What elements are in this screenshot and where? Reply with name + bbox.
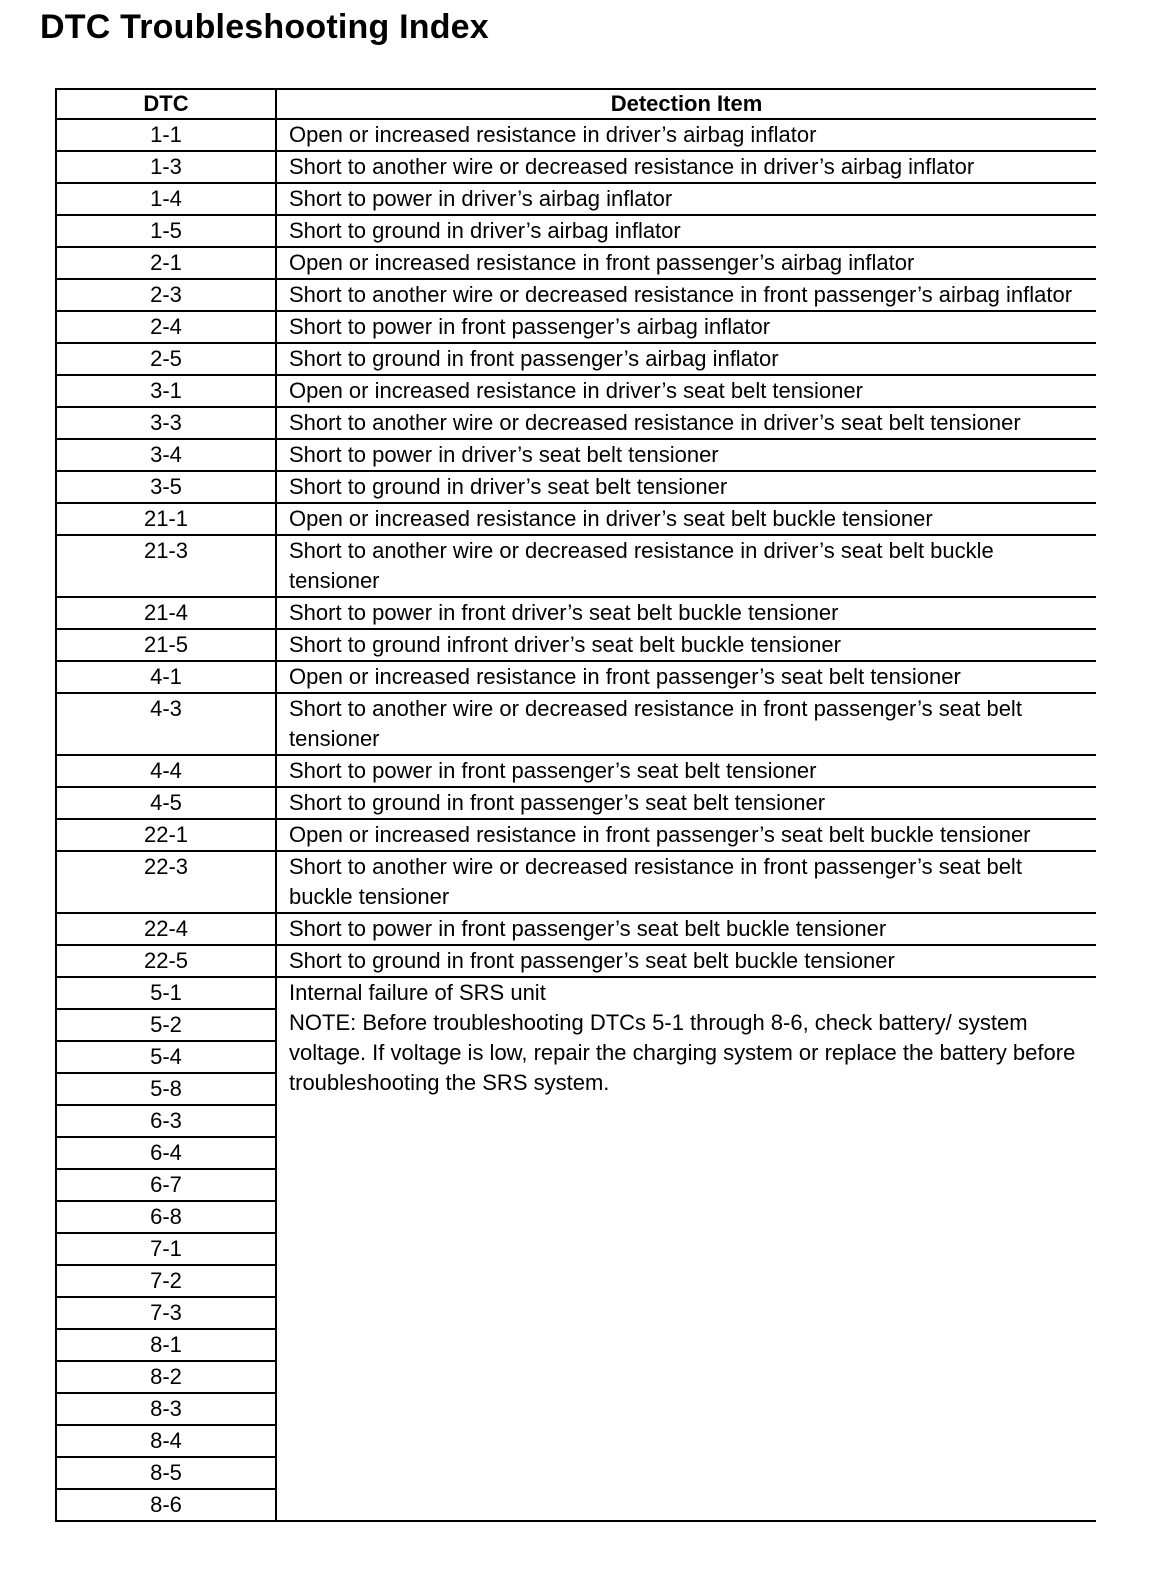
table-row (56, 597, 1096, 629)
dtc-code: 6-4 (56, 1137, 276, 1169)
detection-item: Short to power in driver’s seat belt tensioner (276, 439, 1096, 471)
detection-item: Short to ground in driver’s seat belt tensioner (276, 471, 1096, 503)
detection-item: Short to another wire or decreased resistance in front passenger’s seat belt buckle tensioner (276, 851, 1096, 913)
dtc-code: 4-3 (56, 693, 276, 755)
detection-item: Short to power in front passenger’s airbag inflator (276, 311, 1096, 343)
table-row (56, 913, 1096, 945)
dtc-code: 6-7 (56, 1169, 276, 1201)
dtc-code: 22-1 (56, 819, 276, 851)
detection-item: Short to ground in driver’s airbag inflator (276, 215, 1096, 247)
detection-item: Short to another wire or decreased resistance in front passenger’s seat belt tensioner (276, 693, 1096, 755)
table-row (56, 279, 1096, 311)
table-row (56, 215, 1096, 247)
table-row (56, 977, 1096, 1009)
detection-item: Open or increased resistance in front passenger’s airbag inflator (276, 247, 1096, 279)
table-row (56, 311, 1096, 343)
table-row (56, 787, 1096, 819)
dtc-code: 4-4 (56, 755, 276, 787)
dtc-code: 3-3 (56, 407, 276, 439)
dtc-code: 2-3 (56, 279, 276, 311)
table-row (56, 375, 1096, 407)
dtc-code: 8-1 (56, 1329, 276, 1361)
detection-item: Short to power in front passenger’s seat belt buckle tensioner (276, 913, 1096, 945)
dtc-code: 8-5 (56, 1457, 276, 1489)
table-row (56, 503, 1096, 535)
dtc-code: 1-5 (56, 215, 276, 247)
detection-item: Short to ground in front passenger’s seat belt tensioner (276, 787, 1096, 819)
dtc-code: 3-4 (56, 439, 276, 471)
srs-note-text: NOTE: Before troubleshooting DTCs 5-1 through 8-6, check battery/ system voltage. If voltage is low, repair the charging system or replace the battery before troubleshooting the SRS system. (289, 1010, 1076, 1095)
table-row (56, 693, 1096, 755)
detection-item: Open or increased resistance in front passenger’s seat belt buckle tensioner (276, 819, 1096, 851)
detection-item: Short to another wire or decreased resistance in driver’s seat belt tensioner (276, 407, 1096, 439)
detection-item: Open or increased resistance in driver’s airbag inflator (276, 119, 1096, 151)
table-row (56, 119, 1096, 151)
table-row (56, 471, 1096, 503)
detection-item: Short to power in front passenger’s seat belt tensioner (276, 755, 1096, 787)
dtc-code: 1-1 (56, 119, 276, 151)
dtc-code: 7-2 (56, 1265, 276, 1297)
dtc-code: 5-1 (56, 977, 276, 1009)
table-row (56, 439, 1096, 471)
detection-item-column-header: Detection Item (276, 89, 1096, 119)
dtc-code: 7-1 (56, 1233, 276, 1265)
dtc-column-header: DTC (56, 89, 276, 119)
srs-detection-item (276, 977, 1096, 1521)
dtc-code: 3-5 (56, 471, 276, 503)
detection-item: Short to power in front driver’s seat belt buckle tensioner (276, 597, 1096, 629)
dtc-table-body (56, 119, 1096, 1521)
dtc-code: 21-1 (56, 503, 276, 535)
dtc-code: 22-4 (56, 913, 276, 945)
dtc-code: 21-5 (56, 629, 276, 661)
detection-item: Open or increased resistance in driver’s seat belt buckle tensioner (276, 503, 1096, 535)
detection-item: Short to ground in front passenger’s seat belt buckle tensioner (276, 945, 1096, 977)
table-row (56, 151, 1096, 183)
detection-item: Short to another wire or decreased resistance in driver’s seat belt buckle tensioner (276, 535, 1096, 597)
table-row (56, 247, 1096, 279)
dtc-code: 8-2 (56, 1361, 276, 1393)
dtc-code: 1-3 (56, 151, 276, 183)
table-row (56, 535, 1096, 597)
dtc-code: 4-5 (56, 787, 276, 819)
detection-item: Short to another wire or decreased resistance in driver’s airbag inflator (276, 151, 1096, 183)
dtc-code: 8-4 (56, 1425, 276, 1457)
srs-item-text: Internal failure of SRS unit (289, 980, 546, 1005)
table-row (56, 343, 1096, 375)
dtc-code: 5-2 (56, 1009, 276, 1041)
page-title: DTC Troubleshooting Index (40, 8, 489, 46)
dtc-table (55, 88, 1096, 1522)
dtc-code: 8-3 (56, 1393, 276, 1425)
dtc-code: 8-6 (56, 1489, 276, 1521)
dtc-code: 3-1 (56, 375, 276, 407)
dtc-code: 2-5 (56, 343, 276, 375)
table-row (56, 819, 1096, 851)
dtc-code: 2-1 (56, 247, 276, 279)
table-row (56, 945, 1096, 977)
dtc-code: 2-4 (56, 311, 276, 343)
dtc-code: 6-3 (56, 1105, 276, 1137)
dtc-code: 5-8 (56, 1073, 276, 1105)
detection-item: Short to ground infront driver’s seat belt buckle tensioner (276, 629, 1096, 661)
table-row (56, 851, 1096, 913)
dtc-code: 21-4 (56, 597, 276, 629)
table-row (56, 661, 1096, 693)
detection-item: Open or increased resistance in driver’s seat belt tensioner (276, 375, 1096, 407)
detection-item: Open or increased resistance in front passenger’s seat belt tensioner (276, 661, 1096, 693)
dtc-code: 7-3 (56, 1297, 276, 1329)
detection-item: Short to another wire or decreased resistance in front passenger’s airbag inflator (276, 279, 1096, 311)
dtc-code: 5-4 (56, 1041, 276, 1073)
dtc-code: 1-4 (56, 183, 276, 215)
detection-item: Short to power in driver’s airbag inflator (276, 183, 1096, 215)
table-row (56, 629, 1096, 661)
dtc-code: 22-5 (56, 945, 276, 977)
dtc-code: 22-3 (56, 851, 276, 913)
detection-item: Short to ground in front passenger’s airbag inflator (276, 343, 1096, 375)
table-header-row (56, 89, 1096, 119)
table-row (56, 755, 1096, 787)
dtc-code: 6-8 (56, 1201, 276, 1233)
table-row (56, 407, 1096, 439)
dtc-code: 21-3 (56, 535, 276, 597)
dtc-code: 4-1 (56, 661, 276, 693)
table-row (56, 183, 1096, 215)
